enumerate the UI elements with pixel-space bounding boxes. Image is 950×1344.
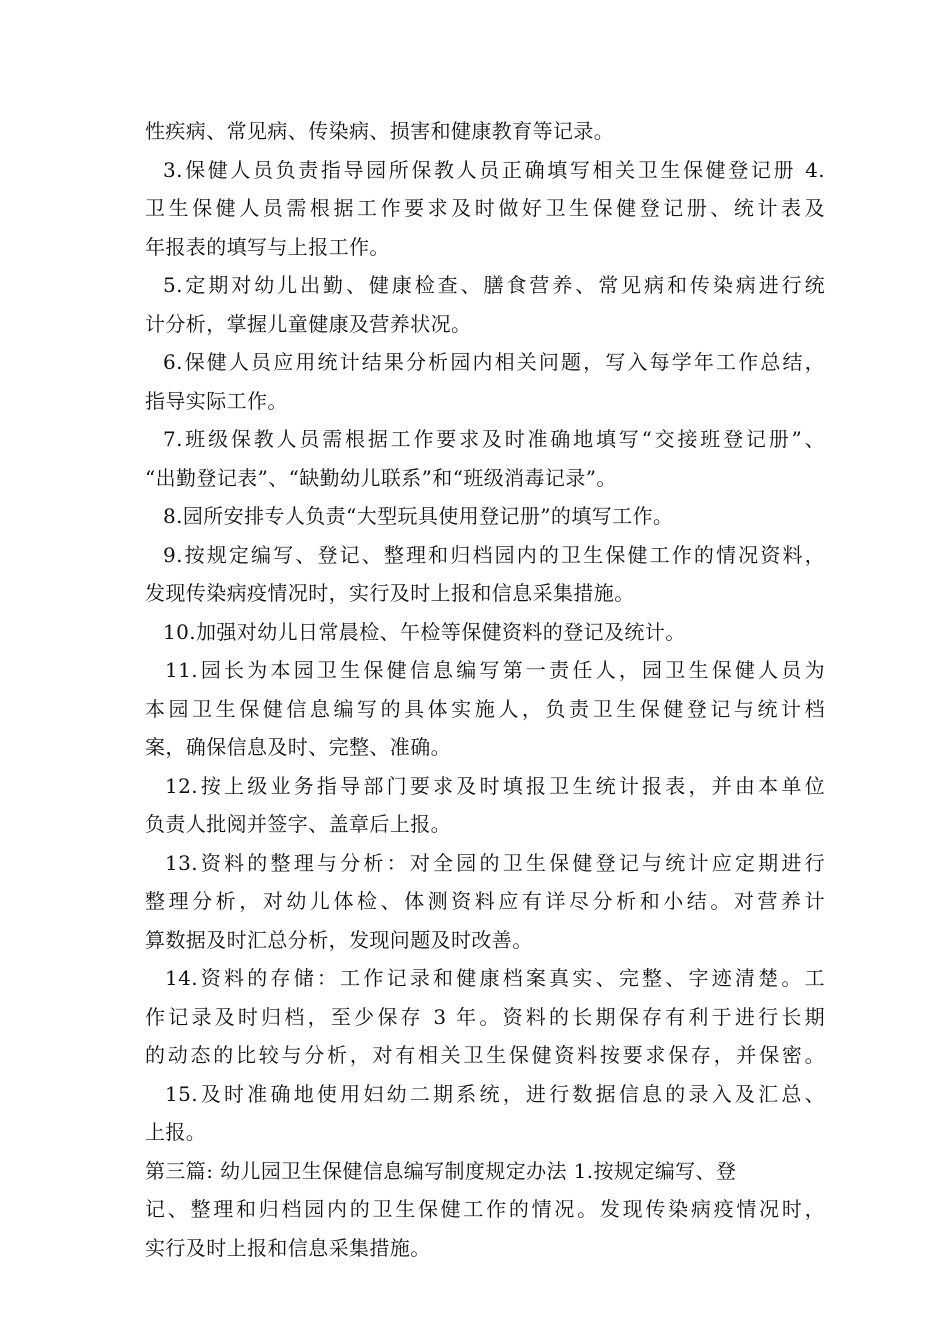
text-line: 10.加强对幼儿日常晨检、午检等保健资料的登记及统计。: [163, 619, 686, 644]
text-line: 指导实际工作。: [145, 388, 288, 413]
section-heading-line: 第三篇: 幼儿园卫生保健信息编写制度规定办法 1.按规定编写、登: [145, 1158, 737, 1183]
text-line: 记、整理和归档园内的卫生保健工作的情况。发现传染病疫情况时，: [145, 1197, 825, 1221]
text-line: 发现传染病疫情况时，实行及时上报和信息采集措施。: [145, 581, 635, 605]
text-line: 6.保健人员应用统计结果分析园内相关问题，写入每学年工作总结，: [163, 350, 825, 374]
text-line: 的动态的比较与分析，对有相关卫生保健资料按要求保存，并保密。: [145, 1043, 825, 1067]
text-line: 12.按上级业务指导部门要求及时填报卫生统计报表，并由本单位: [165, 773, 825, 798]
text-line: 作记录及时归档，至少保存 3 年。资料的长期保存有利于进行长期: [145, 1004, 825, 1029]
document-body: [145, 112, 825, 1267]
text-line: 11.园长为本园卫生保健信息编写第一责任人，园卫生保健人员为: [165, 658, 825, 682]
text-line: 8.园所安排专人负责“大型玩具使用登记册”的填写工作。: [163, 504, 674, 528]
text-line: 卫生保健人员需根据工作要求及时做好卫生保健登记册、统计表及: [145, 196, 825, 220]
text-line: 案，确保信息及时、完整、准确。: [145, 735, 451, 759]
text-line: 算数据及时汇总分析，发现问题及时改善。: [145, 927, 533, 952]
text-line: “出勤登记表”、“缺勤幼儿联系”和“班级消毒记录”。: [145, 465, 617, 490]
text-line: 整理分析，对幼儿体检、体测资料应有详尽分析和小结。对营养计: [145, 889, 825, 913]
text-line: 年报表的填写与上报工作。: [145, 234, 390, 259]
text-line: 计分析，掌握儿童健康及营养状况。: [145, 311, 472, 336]
text-line: 5.定期对幼儿出勤、健康检查、膳食营养、常见病和传染病进行统: [163, 273, 825, 297]
text-line: 9.按规定编写、登记、整理和归档园内的卫生保健工作的情况资料，: [163, 542, 825, 567]
text-line: 负责人批阅并签字、盖章后上报。: [145, 812, 451, 836]
text-line: 上报。: [145, 1120, 207, 1144]
text-line: 7.班级保教人员需根据工作要求及时准确地填写“交接班登记册”、: [163, 427, 825, 451]
text-line: 15.及时准确地使用妇幼二期系统，进行数据信息的录入及汇总、: [165, 1081, 825, 1106]
text-line: 13.资料的整理与分析：对全园的卫生保健登记与统计应定期进行: [165, 850, 825, 875]
text-line: 3.保健人员负责指导园所保教人员正确填写相关卫生保健登记册 4.: [163, 157, 825, 182]
text-line: 14.资料的存储：工作记录和健康档案真实、完整、字迹清楚。工: [165, 966, 825, 990]
text-line: 本园卫生保健信息编写的具体实施人，负责卫生保健登记与统计档: [145, 696, 825, 721]
text-line: 实行及时上报和信息采集措施。: [145, 1235, 431, 1260]
text-line: 性疾病、常见病、传染病、损害和健康教育等记录。: [145, 119, 615, 143]
